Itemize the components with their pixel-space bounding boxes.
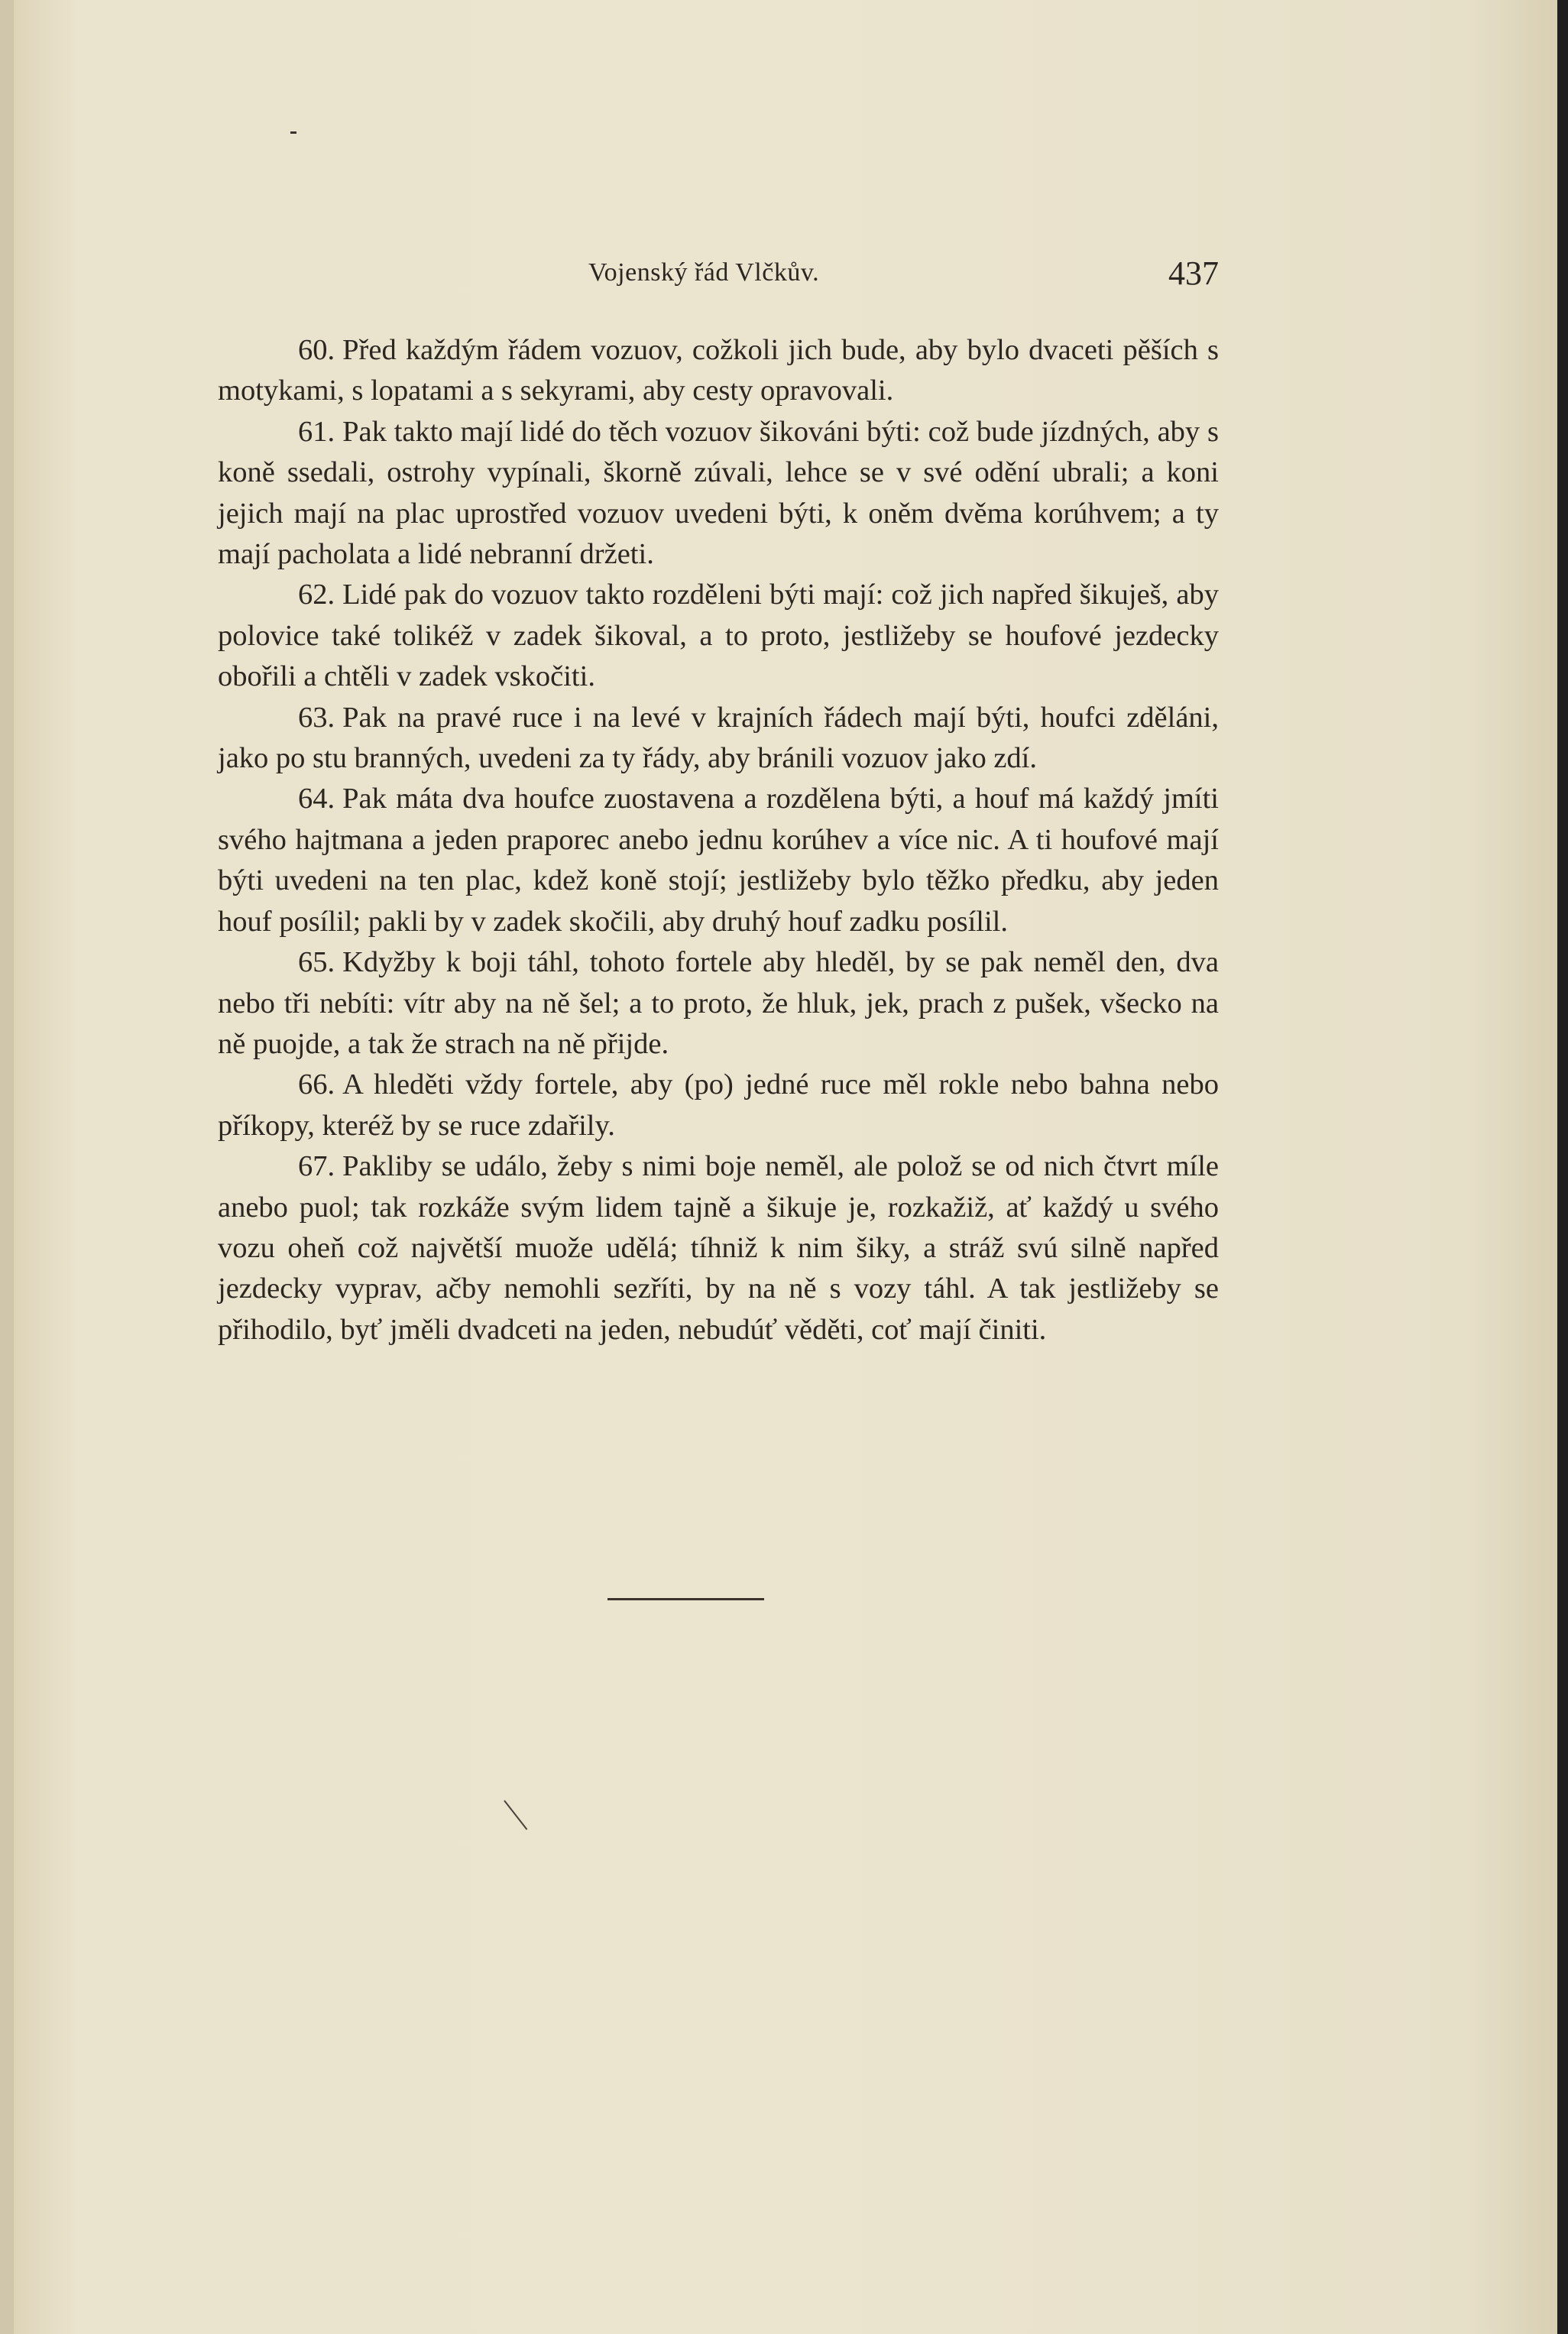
paragraph-text: Pak takto mají lidé do těch vozuov šikováni býti: což bude jízdných, aby s koně ssedali, ostrohy vypínali, škorně zúvali, lehce se v své odění ubrali; a koni jejich mají na plac uprostřed vozuov uvedeni býti, k oněm dvěma korúhvem; a ty mají pacholata a lidé nebranní držeti. bbox=[218, 415, 1219, 571]
paragraph-text: Kdyžby k boji táhl, tohoto fortele aby hleděl, by se pak neměl den, dva nebo tři nebíti: vítr aby na ně šel; a to proto, že hluk, jek, prach z pušek, všecko na ně puojde, a tak že strach na ně přijde. bbox=[218, 946, 1219, 1060]
paragraph-text: Pak na pravé ruce i na levé v krajních řádech mají býti, houfci zděláni, jako po stu branných, uvedeni za ty řády, aby bránili vozuov jako zdí. bbox=[218, 701, 1219, 775]
page-number: 437 bbox=[1168, 254, 1219, 292]
section-end-rule bbox=[607, 1598, 764, 1600]
page-header bbox=[218, 252, 1219, 298]
paragraph-number: 60. bbox=[298, 334, 335, 366]
body-text bbox=[218, 330, 1219, 1350]
paragraph-62 bbox=[218, 575, 1219, 697]
paragraph-number: 63. bbox=[298, 701, 335, 734]
paragraph-text: Lidé pak do vozuov takto rozděleni býti mají: což jich napřed šikuješ, aby polovice také tolikéž v zadek šikoval, a to proto, jestližeby se houfové jezdecky obořili a chtěli v zadek vskočiti. bbox=[218, 579, 1219, 693]
paragraph-text: Pakliby se událo, žeby s nimi boje neměl, ale polož se od nich čtvrt míle anebo puol; tak rozkáže svým lidem tajně a šikuje je, rozkažiž, ať každý u svého vozu oheň což najvětší muože udělá; tíhniž k nim šiky, a stráž svú silně napřed jezdecky vyprav, ačby nemohli sezříti, by na ně s vozy táhl. A tak jestližeby se přihodilo, byť jměli dvadceti na jeden, nebudúť věděti, coť mají činiti. bbox=[218, 1150, 1219, 1346]
print-speck bbox=[290, 131, 296, 134]
paragraph-number: 65. bbox=[298, 946, 335, 979]
paragraph-64 bbox=[218, 779, 1219, 942]
paragraph-text: Před každým řádem vozuov, cožkoli jich bude, aby bylo dvaceti pěších s motykami, s lopatami a s sekyrami, aby cesty opravovali. bbox=[218, 334, 1219, 407]
paragraph-65 bbox=[218, 942, 1219, 1065]
paragraph-61 bbox=[218, 412, 1219, 575]
paragraph-66 bbox=[218, 1065, 1219, 1146]
paragraph-67 bbox=[218, 1146, 1219, 1350]
paragraph-60 bbox=[218, 330, 1219, 412]
running-title: Vojenský řád Vlčkův. bbox=[588, 258, 820, 287]
paragraph-text: Pak máta dva houfce zuostavena a rozdělena býti, a houf má každý jmíti svého hajtmana a jeden praporec anebo jednu korúhev a více nic. A ti houfové mají býti uvedeni na ten plac, kdež koně stojí; jestližeby bylo těžko předku, aby jeden houf posílil; pakli by v zadek skočili, aby druhý houf zadku posílil. bbox=[218, 783, 1219, 938]
paragraph-number: 61. bbox=[298, 415, 335, 448]
paragraph-text: A hleděti vždy fortele, aby (po) jedné ruce měl rokle nebo bahna nebo příkopy, kteréž by se ruce zdařily. bbox=[218, 1068, 1219, 1142]
paragraph-number: 67. bbox=[298, 1150, 335, 1183]
paragraph-63 bbox=[218, 698, 1219, 780]
paragraph-number: 62. bbox=[298, 579, 335, 611]
paragraph-number: 66. bbox=[298, 1068, 335, 1101]
paragraph-number: 64. bbox=[298, 783, 335, 815]
